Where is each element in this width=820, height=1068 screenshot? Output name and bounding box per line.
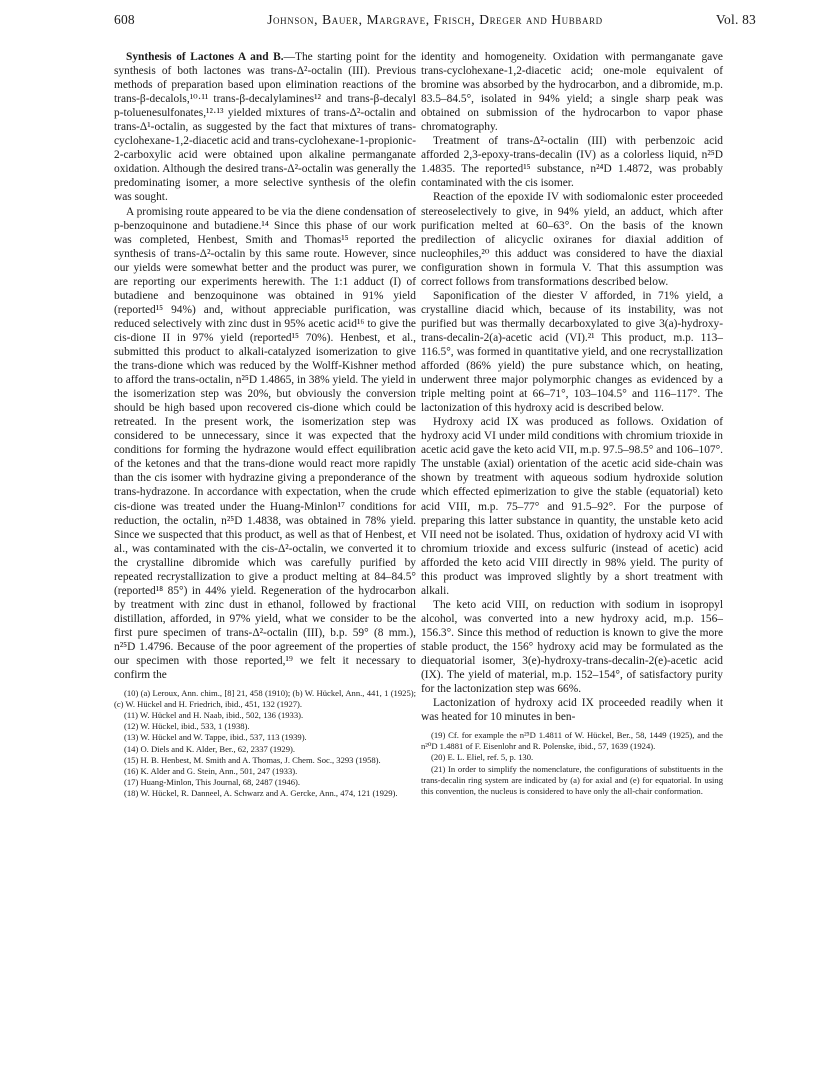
footnote: (13) W. Hückel and W. Tappe, ibid., 537, 113 (1939). (124, 732, 307, 743)
paragraph: Lactonization of hydroxy acid IX proceeded readily when it was heated for 10 minutes in ben- (421, 697, 723, 724)
footnote: (21) In order to simplify the nomenclature, the configurations of substituents in the trans-decalin ring system are indicated by (a) for axial and (e) for equatorial. In using this convention, the nucleus is considered to have only the all-chair conformation. (421, 763, 723, 796)
footnotes-right (421, 730, 723, 797)
left-column (114, 50, 416, 799)
footnotes-left (114, 688, 416, 799)
running-header (114, 12, 756, 34)
running-authors: Johnson, Bauer, Margrave, Frisch, Dreger and Hubbard (267, 12, 603, 27)
footnote: (20) E. L. Eliel, ref. 5, p. 130. (431, 752, 534, 763)
footnote: (12) W. Hückel, ibid., 533, 1 (1938). (124, 721, 250, 732)
section-title: Synthesis of Lactones A and B. (126, 51, 284, 63)
footnote: (18) W. Hückel, R. Danneel, A. Schwarz and A. Gercke, Ann., 474, 121 (1929). (124, 787, 398, 798)
volume-label: Vol. 83 (715, 12, 756, 27)
footnote: (17) Huang-Minlon, This Journal, 68, 2487 (1946). (124, 776, 300, 787)
footnote: (14) O. Diels and K. Alder, Ber., 62, 2337 (1929). (124, 743, 296, 754)
paragraph: Reaction of the epoxide IV with sodiomalonic ester proceeded stereoselectively to give, in 94% yield, an adduct, which after purification melted at 60–63°. On the basis of the known predilection of alicyclic oxiranes for diaxial addition of nucleophiles,²⁰ this adduct was considered to have the diaxial configuration shown in formula V. That this assumption was correct follows from transformations described below. (421, 191, 723, 288)
footnote: (10) (a) Leroux, Ann. chim., [8] 21, 458 (1910); (b) W. Hückel, Ann., 441, 1 (1925); (c) W. Hückel and H. Friedrich, ibid., 451, 132 (1927). (114, 688, 416, 710)
paragraph: A promising route appeared to be via the diene condensation of p-benzoquinone and butadiene.¹⁴ Since this phase of our work was completed, Henbest, Smith and Thomas¹⁵ reported the synthesis of trans-Δ²-octalin by this same route. However, since our yields were somewhat better and the product was purer, we are reporting our experiments herewith. The 1:1 adduct (I) of butadiene and benzoquinone was obtained in 91% yield (reported¹⁵ 94%) and, without appreciable purification, was reduced selectively with zinc dust in 95% acetic acid¹⁶ to give the cis-dione II in 97% yield (reported¹⁵ 70%). Henbest, et al., submitted this product to alkali-catalyzed isomerization to give the trans-dione which was reduced by the Wolff-Kishner method to afford the trans-octalin, n²⁵D 1.4865, in 38% yield. The yield in the isomerization step was 20%, but obviously the conversion should be high based upon recovered cis-dione which could be retreated. In the present work, the isomerization step was considered to be unnecessary, since it was expected that the conditions for forming the hydrazone would effect equilibration of the ketones and that the trans-dione would react more rapidly than the cis isomer with hydrazine giving a preponderance of the trans-hydrazone. In accordance with expectation, when the crude cis-dione was treated under the Huang-Minlon¹⁷ conditions for reduction, the octalin, n²⁵D 1.4838, was obtained in 78% yield. Since we suspected that this product, as well as that of Henbest, et al., was contaminated with the cis-Δ²-octalin, we converted it to the crystalline dibromide which was carefully purified by repeated recrystallization to give a product melting at 84–84.5° (reported¹⁸ 85°) in 44% yield. Regeneration of the hydrocarbon by treatment with zinc dust in ethanol, followed by fractional distillation, afforded, in 97% yield, what we consider to be the first pure specimen of trans-Δ²-octalin (III), b.p. 59° (8 mm.), n²⁵D 1.4796. Because of the poor agreement of the properties of our specimen with those reported,¹⁹ we felt it necessary to confirm the (114, 205, 416, 682)
paragraph: identity and homogeneity. Oxidation with permanganate gave trans-cyclohexane-1,2-diacetic acid; one-mole equivalent of bromine was absorbed by the hydrocarbon, and a dibromide, m.p. 83.5–84.5°, isolated in 94% yield; a single sharp peak was obtained on submission of the hydrocarbon to vapor phase chromatography. (421, 51, 723, 134)
paragraph: Hydroxy acid IX was produced as follows. Oxidation of hydroxy acid VI under mild conditions with chromium trioxide in acetic acid gave the keto acid VII, m.p. 97.5–98.5° and 106–107°. The unstable (axial) orientation of the acetic acid side-chain was shown by treatment with aqueous sodium hydroxide solution which effected epimerization to give the stable (equatorial) keto acid VIII, m.p. 75–77° and 91.5–92°. For the purpose of preparing this latter substance in quantity, the unstable keto acid VII need not be isolated. Thus, oxidation of hydroxy acid VI with chromium trioxide and excess sulfuric (instead of acetic) acid afforded the keto acid VIII directly in 98% yield. The purity of this product was improved slightly by a short treatment with alkali. (421, 416, 723, 597)
paragraph: Treatment of trans-Δ²-octalin (III) with perbenzoic acid afforded 2,3-epoxy-trans-decalin (IV) as a colorless liquid, n²⁵D 1.4835. The reported¹⁵ substance, n²⁴D 1.4872, was probably contaminated with the cis isomer. (421, 135, 723, 190)
paragraph: The keto acid VIII, on reduction with sodium in isopropyl alcohol, was converted into a new hydroxy acid, m.p. 156–156.3°. Since this method of reduction is known to give the more stable product, the 156° hydroxy acid may be formulated as the diequatorial isomer, 3(e)-hydroxy-trans-decalin-2(e)-acetic acid (IX). The yield of material, m.p. 152–154°, of satisfactory purity for the lactonization step was 66%. (421, 598, 723, 696)
right-column (421, 50, 723, 797)
paragraph-text: —The starting point for the synthesis of both lactones was trans-Δ²-octalin (III). Previous methods of preparation based upon elimination reactions of the trans-β-decalols,¹⁰·¹¹ trans-β-decalylamines¹² and trans-β-decalyl p-toluenesulfonates,¹²·¹³ yielded mixtures of trans-Δ²-octalin and trans-Δ¹-octalin, as suggested by the fact that mixtures of trans-cyclohexane-1,2-diacetic acid and trans-cyclohexane-1-propionic-2-carboxylic acid were obtained upon alkaline permanganate oxidation. Although the desired trans-Δ²-octalin was generally the predominating isomer, a more selective synthesis of the olefin was sought. (114, 51, 416, 204)
footnote: (16) K. Alder and G. Stein, Ann., 501, 247 (1933). (124, 765, 298, 776)
footnote: (11) W. Hückel and H. Naab, ibid., 502, 136 (1933). (124, 710, 304, 721)
footnote: (19) Cf. for example the n²⁵D 1.4811 of W. Hückel, Ber., 58, 1449 (1925), and the n²⁰D 1.4881 of F. Eisenlohr and R. Polenske, ibid., 57, 1639 (1924). (421, 730, 723, 752)
paragraph: Saponification of the diester V afforded, in 71% yield, a crystalline diacid which, because of its instability, was not purified but was thermally decarboxylated to give 3(a)-hydroxy-trans-decalin-2(a)-acetic acid (VI).²¹ This product, m.p. 113–116.5°, was formed in quantitative yield, and one recrystallization afforded (86% yield) the pure substance which, on heating, underwent three major polymorphic changes as evidenced by a triple melting point at 66–71°, 103–104.5° and 116–117°. The lactonization of this hydroxy acid is described below. (421, 289, 723, 415)
paragraph (114, 50, 416, 205)
footnote: (15) H. B. Henbest, M. Smith and A. Thomas, J. Chem. Soc., 3293 (1958). (124, 754, 381, 765)
page-number: 608 (114, 12, 135, 27)
